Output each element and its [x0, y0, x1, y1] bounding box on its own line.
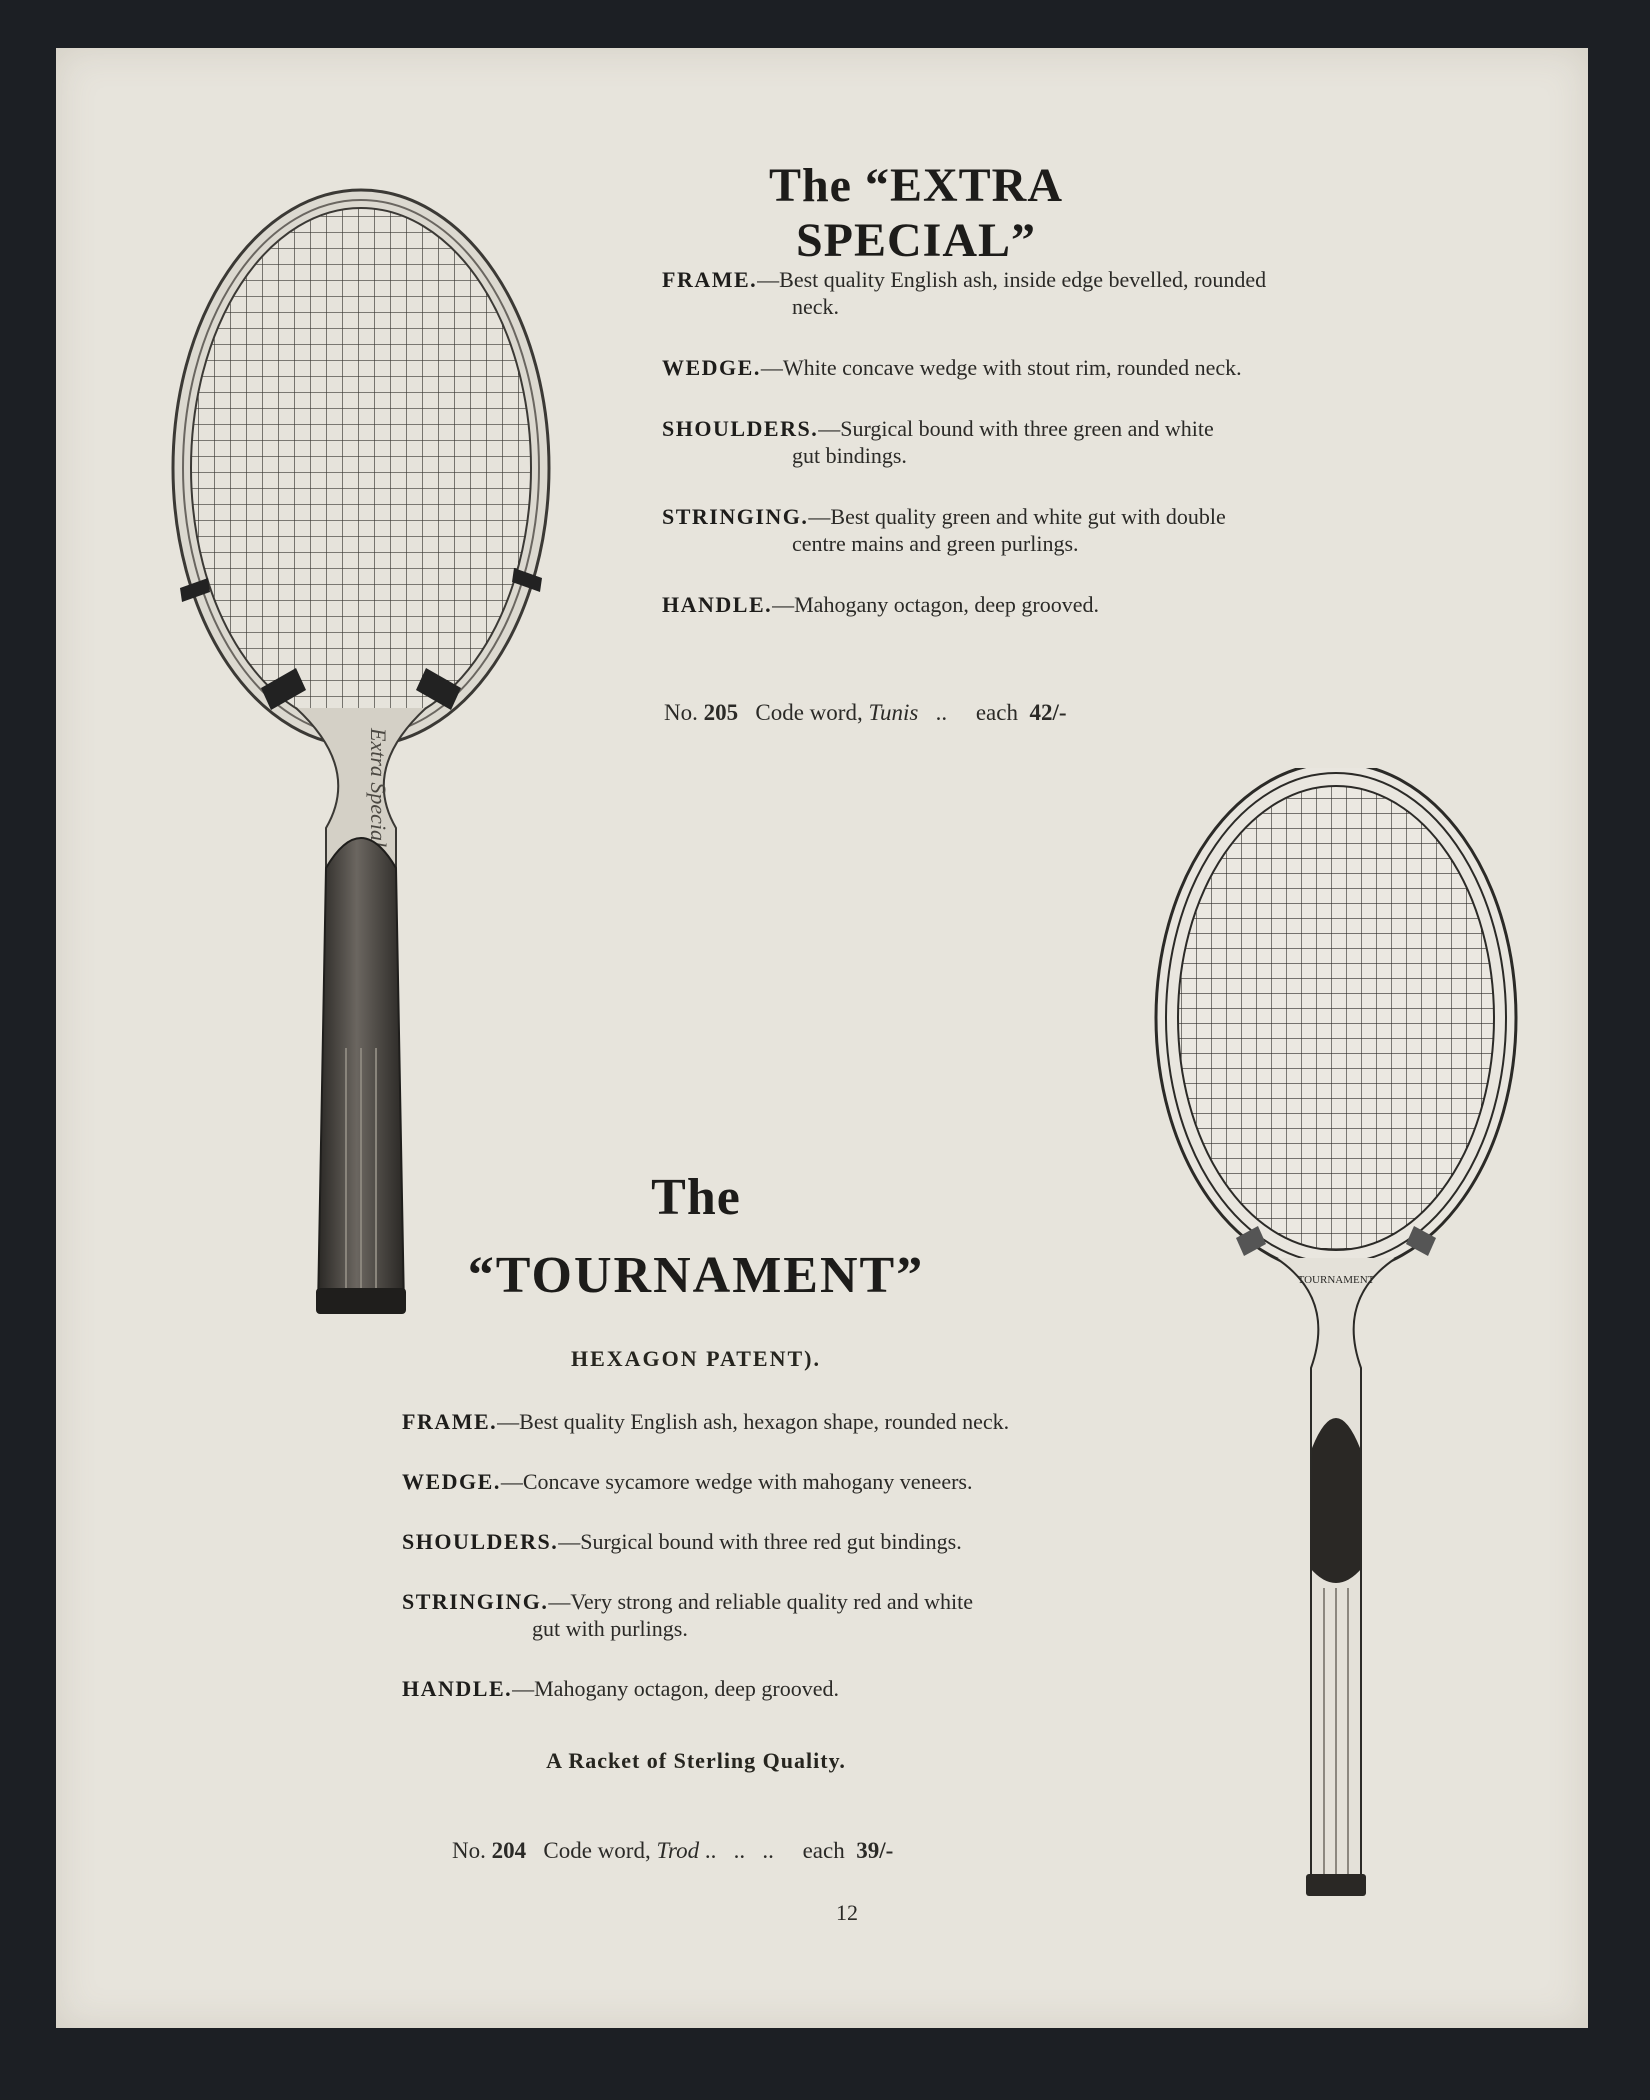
page-number: 12 — [836, 1900, 858, 1925]
tournament-title-line1: The — [651, 1169, 741, 1226]
spec-stringing: STRINGING.—Best quality green and white gut with double centre mains and green purlings. — [662, 504, 1226, 556]
spec-shoulders: SHOULDERS.—Surgical bound with three green and white gut bindings. — [662, 416, 1214, 468]
tournament-subtitle: HEXAGON PATENT). — [571, 1346, 821, 1371]
tournament-price-line: No. 204 Code word, Trod .. .. .. each 39/- — [452, 1838, 894, 1863]
catalogue-page — [56, 48, 1588, 2028]
extra-special-specs — [662, 266, 1404, 652]
racket-throat-label: TOURNAMENT — [1297, 1274, 1375, 1286]
tournament-tagline: A Racket of Sterling Quality. — [546, 1748, 846, 1773]
spec-frame: FRAME.—Best quality English ash, inside edge bevelled, rounded neck. — [662, 267, 1267, 319]
spec-frame: FRAME.—Best quality English ash, hexagon shape, rounded neck. — [402, 1409, 1010, 1434]
spec-stringing: STRINGING.—Very strong and reliable quality red and white gut with purlings. — [402, 1589, 974, 1641]
spec-wedge: WEDGE.—White concave wedge with stout rim, rounded neck. — [662, 355, 1242, 380]
spec-handle: HANDLE.—Mahogany octagon, deep grooved. — [662, 592, 1099, 617]
extra-special-price-line: No. 205 Code word, Tunis .. each 42/- — [664, 700, 1067, 725]
extra-special-title: The “EXTRA SPECIAL” — [768, 159, 1064, 267]
tournament-racket-illustration — [1136, 768, 1536, 1928]
tournament-specs — [402, 1408, 1202, 1736]
tournament-title-line2: “TOURNAMENT” — [467, 1247, 925, 1304]
spec-handle: HANDLE.—Mahogany octagon, deep grooved. — [402, 1676, 839, 1701]
extra-special-racket-illustration — [166, 168, 616, 1328]
racket-handle-script: Extra Special — [366, 728, 391, 848]
spec-shoulders: SHOULDERS.—Surgical bound with three red gut bindings. — [402, 1529, 962, 1554]
spec-wedge: WEDGE.—Concave sycamore wedge with mahogany veneers. — [402, 1469, 973, 1494]
